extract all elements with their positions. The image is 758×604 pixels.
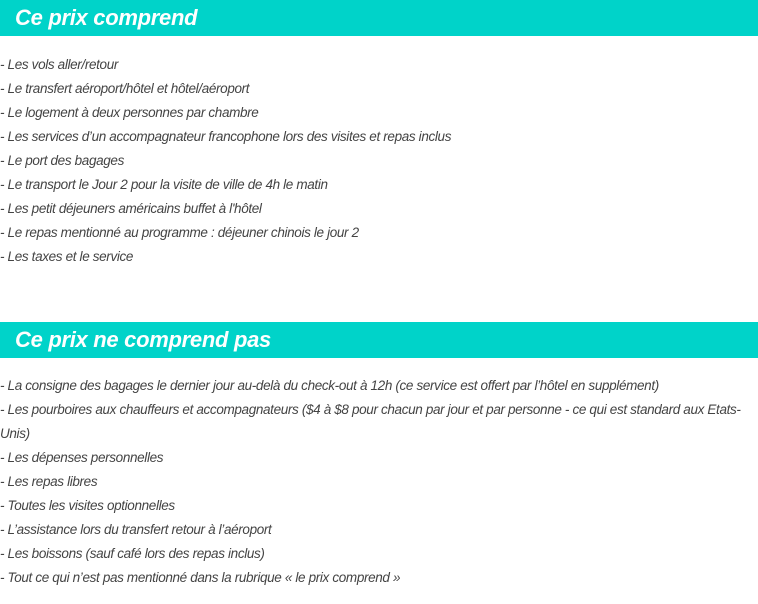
included-title: Ce prix comprend (15, 5, 198, 30)
list-item: - Les pourboires aux chauffeurs et accompagnateurs ($4 à $8 pour chacun par jour et par personne - ce qui est standard aux Etats-Unis) (0, 402, 741, 441)
list-item: - Toutes les visites optionnelles (0, 498, 175, 513)
list-item: - Le port des bagages (0, 153, 124, 168)
excluded-title: Ce prix ne comprend pas (15, 327, 271, 352)
list-item: - Le transfert aéroport/hôtel et hôtel/aéroport (0, 81, 250, 96)
included-header (0, 0, 758, 36)
list-item: - La consigne des bagages le dernier jour au-delà du check-out à 12h (ce service est offert par l’hôtel en supplément) (0, 378, 659, 393)
excluded-section (0, 322, 758, 590)
list-item: - Les services d’un accompagnateur francophone lors des visites et repas inclus (0, 129, 452, 144)
included-list (0, 53, 758, 269)
list-item: - Les dépenses personnelles (0, 450, 164, 465)
excluded-header (0, 322, 758, 358)
list-item: - Tout ce qui n’est pas mentionné dans la rubrique « le prix comprend » (0, 570, 401, 585)
list-item: - Les boissons (sauf café lors des repas inclus) (0, 546, 265, 561)
list-item: - Les taxes et le service (0, 249, 134, 264)
list-item: - Le transport le Jour 2 pour la visite de ville de 4h le matin (0, 177, 328, 192)
list-item: - Les petit déjeuners américains buffet à l'hôtel (0, 201, 262, 216)
list-item: - L’assistance lors du transfert retour à l’aéroport (0, 522, 272, 537)
list-item: - Les repas libres (0, 474, 98, 489)
list-item: - Le repas mentionné au programme : déjeuner chinois le jour 2 (0, 225, 359, 240)
included-section (0, 0, 758, 269)
excluded-list (0, 374, 758, 590)
list-item: - Le logement à deux personnes par chambre (0, 105, 259, 120)
list-item: - Les vols aller/retour (0, 57, 118, 72)
